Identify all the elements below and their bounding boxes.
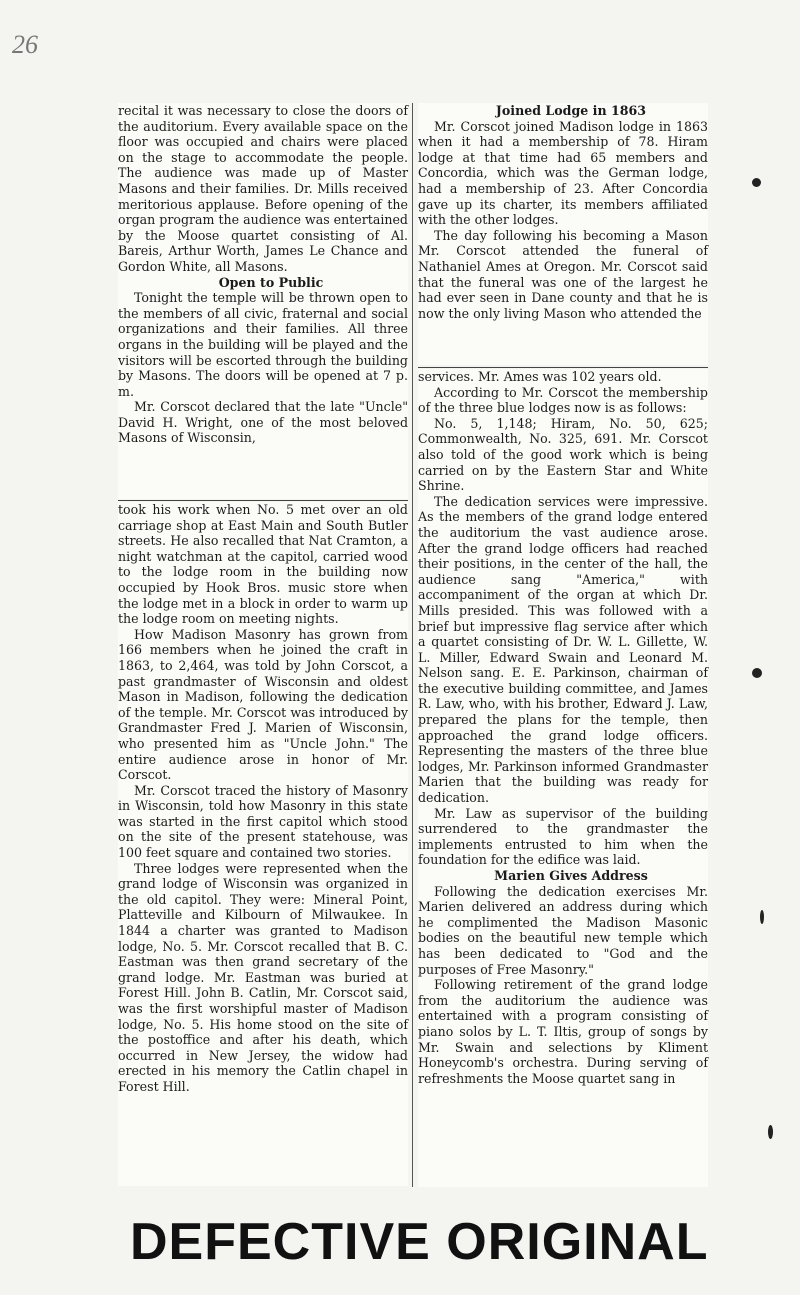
paragraph: Three lodges were represented when the grand lodge of Wisconsin was organized in the old capitol. They were: Mineral Point, Platteville and Kilbourn of Milwaukee. In 1844 a charter was granted to Madison lodge, No. 5. Mr. Corscot recalled that B. C. Eastman was then grand secretary of the grand lodge. Mr. Eastman was buried at Forest Hill. John B. Catlin, Mr. Corscot said, was the first worshipful master of Madison lodge, No. 5. His home stood on the site of the postoffice and after his death, which occurred in New Jersey, the widow had erected in his memory the Catlin chapel in Forest Hill. bbox=[118, 860, 408, 1094]
defective-original-stamp: DEFECTIVE ORIGINAL bbox=[130, 1213, 709, 1271]
page-number-mark: 26 bbox=[12, 30, 38, 59]
section-heading-marien-address: Marien Gives Address bbox=[494, 868, 648, 883]
paragraph: Mr. Corscot traced the history of Masonry in Wisconsin, told how Masonry in this state was started in the first capitol which stood on the site of the present statehouse, was 100 feet square and contained two stories. bbox=[118, 782, 408, 861]
paragraph: Following the dedication exercises Mr. Marien delivered an address during which he complimented the Madison Masonic bodies on the beautiful new temple which has been dedicated to "God and the purposes of Free Masonry." bbox=[418, 883, 708, 977]
paragraph: recital it was necessary to close the doors of the auditorium. Every available space on the floor was occupied and chairs were placed on the stage to accommodate the people. The audience was made up of Master Masons and their families. Dr. Mills received meritorious applause. Before opening of the organ program the audience was entertained by the Moose quartet consisting of Al. Bareis, Arthur Worth, James Le Chance and Gordon White, all Masons. bbox=[118, 103, 408, 274]
clipping-cut-line bbox=[118, 500, 408, 501]
scan-speck bbox=[752, 668, 762, 678]
paragraph: According to Mr. Corscot the membership of the three blue lodges now is as follows: bbox=[418, 384, 708, 416]
article-column-left-bottom bbox=[118, 502, 408, 1186]
article-column-left-top bbox=[118, 103, 408, 499]
article-column-right-bottom bbox=[418, 369, 708, 1187]
paragraph: Mr. Corscot declared that the late "Uncle" David H. Wright, one of the most beloved Masons of Wisconsin, bbox=[118, 399, 408, 446]
paragraph: services. Mr. Ames was 102 years old. bbox=[418, 369, 662, 384]
paragraph: Following retirement of the grand lodge from the auditorium the audience was entertained with a program consisting of piano solos by L. T. Iltis, group of songs by Mr. Swain and selections by Kliment Honeycomb's orchestra. During serving of refreshments the Moose quartet sang in bbox=[418, 977, 708, 1086]
paragraph: The dedication services were impressive. As the members of the grand lodge entered the auditorium the vast audience arose. After the grand lodge officers had reached their positions, in the center of the hall, the audience sang "America," with accompaniment of the organ at which Dr. Mills presided. This was followed with a brief but impressive flag service after which a quartet consisting of Dr. W. L. Gillette, W. L. Miller, Edward Swain and Leonard M. Nelson sang. E. E. Parkinson, chairman of the executive building committee, and James R. Law, who, with his brother, Edward J. Law, prepared the plans for the temple, then approached the grand lodge officers. Representing the masters of the three blue lodges, Mr. Parkinson informed Grandmaster Marien that the building was ready for dedication. bbox=[418, 493, 708, 806]
article-column-right-top bbox=[418, 103, 708, 365]
section-heading-joined-lodge: Joined Lodge in 1863 bbox=[495, 103, 647, 118]
paragraph: Tonight the temple will be thrown open to the members of all civic, fraternal and social organizations and their families. All three organs in the building will be played and the visitors will be escorted through the building by Masons. The doors will be opened at 7 p. m. bbox=[118, 290, 408, 399]
section-heading-open-to-public: Open to Public bbox=[218, 274, 324, 290]
paragraph: How Madison Masonry has grown from 166 members when he joined the craft in 1863, to 2,464, was told by John Corscot, a past grandmaster of Wisconsin and oldest Mason in Madison, following the dedication of the temple. Mr. Corscot was introduced by Grandmaster Fred J. Marien of Wisconsin, who presented him as "Uncle John." The entire audience arose in honor of Mr. Corscot. bbox=[118, 626, 408, 783]
paragraph: Mr. Law as supervisor of the building surrendered to the grandmaster the implements entrusted to him when the foundation for the edifice was laid. bbox=[418, 805, 708, 868]
clipping-cut-line bbox=[418, 367, 708, 368]
paragraph: Mr. Corscot joined Madison lodge in 1863 when it had a membership of 78. Hiram lodge at that time had 65 members and Concordia, which was the German lodge, had a membership of 23. After Concordia gave up its charter, its members affiliated with the other lodges. bbox=[418, 118, 708, 228]
scan-speck bbox=[768, 1125, 773, 1139]
scan-speck bbox=[752, 178, 761, 187]
paragraph: The day following his becoming a Mason Mr. Corscot attended the funeral of Nathaniel Ames at Oregon. Mr. Corscot said that the funeral was one of the largest he had ever seen in Dane county and that he is now the only living Mason who attended the bbox=[418, 227, 708, 321]
paragraph: No. 5, 1,148; Hiram, No. 50, 625; Commonwealth, No. 325, 691. Mr. Corscot also told of the good work which is being carried on by the Eastern Star and White Shrine. bbox=[418, 415, 708, 494]
column-divider bbox=[412, 103, 413, 1187]
scan-speck bbox=[760, 910, 764, 924]
paragraph: took his work when No. 5 met over an old carriage shop at East Main and South Butler streets. He also recalled that Nat Cramton, a night watchman at the capitol, carried wood to the lodge room in the building now occupied by Hook Bros. music store when the lodge met in a block in order to warm up the lodge room on meeting nights. bbox=[118, 502, 408, 627]
